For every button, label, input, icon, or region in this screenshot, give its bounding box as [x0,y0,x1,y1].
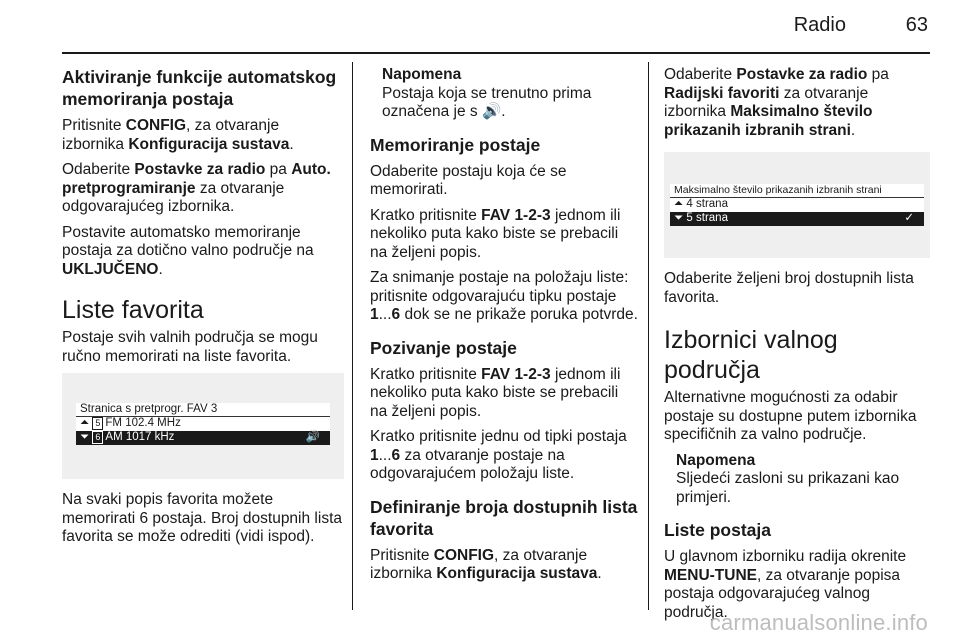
heading-auto-store: Aktiviranje funkcije automatskog memoriranja postaja [62,67,337,109]
check-icon: ✓ [904,212,914,224]
note-title: Napomena [382,66,462,83]
column-divider [648,62,649,610]
paragraph: Kratko pritisnite jednu od tipki postaja 1...6 za otvaranje postaje na odgovarajućem položaju liste. [370,428,627,482]
paragraph: Za snimanje postaje na položaju liste: pritisnite odgovarajuću tipku postaje 1...6 dok se ne prikaže poruka potvrde. [370,269,638,323]
note-title: Napomena [676,451,756,469]
column-2 [370,66,638,591]
paragraph: Postavite automatsko memoriranje postaja za dotično valno područje na UKLJUČENO. [62,223,314,278]
paragraph: Odaberite Postavke za radio pa Radijski favoriti za otvaranje izbornika Maksimalno število prikazanih izbranih strani. [664,66,889,139]
heading-station-lists: Liste postaja [664,520,771,540]
heading-store-station: Memoriranje postaje [370,134,541,155]
paragraph: Na svaki popis favorita možete memorirati 6 postaja. Broj dostupnih lista favorita se može odrediti (vidi ispod). [62,491,342,545]
section-title: Radio [793,14,846,36]
station-label: AM 1017 kHz [105,431,175,443]
option-label: 4 strana [686,198,728,210]
header-rule [62,52,930,54]
note-text: Postaja koja se trenutno prima označena je s [382,84,592,120]
radio-display [76,403,330,445]
preset-number: 6 [92,431,103,444]
paragraph: U glavnom izborniku radija okrenite MENU-TUNE, za otvaranje popisa postaja odgovarajućeg valnog područja. [664,548,907,621]
arrow-up-icon: ⏶ [80,417,90,429]
screen-illustration [62,373,344,479]
display-title: Stranica s pretprogr. FAV 3 [76,403,330,417]
speaker-icon: 🔊 [305,431,320,443]
paragraph: Kratko pritisnite FAV 1-2-3 jednom ili nekoliko puta kako biste se prebacili na željeni popis. [370,365,621,420]
paragraph: Odaberite Postavke za radio pa Auto. pretprogramiranje za otvaranje odgovarajućeg izbornika. [62,161,331,215]
column-divider [352,62,353,610]
paragraph: Odaberite postaju koja će se memorirati. [370,162,567,198]
page-header [62,14,930,54]
column-3 [664,66,930,629]
heading-define-lists: Definiranje broja dostupnih lista favorita [370,496,638,539]
option-label: 5 strana [686,212,728,224]
column-1 [62,66,344,554]
paragraph: Postaje svih valnih područja se mogu ručno memorirati na liste favorita. [62,329,318,365]
paragraph: Kratko pritisnite FAV 1-2-3 jednom ili nekoliko puta kako biste se prebacili na željeni popis. [370,206,621,261]
page-number: 63 [905,14,928,36]
screen-illustration [664,152,930,258]
arrow-down-icon: ⏷ [674,212,684,224]
arrow-up-icon: ⏶ [674,198,684,210]
note-text: Sljedeći zasloni su prikazani kao primjeri. [676,470,900,506]
paragraph: Alternativne mogućnosti za odabir postaje su dostupne putem izbornika specifičnih za valno područje. [664,389,917,443]
arrow-down-icon: ⏷ [80,431,90,443]
display-row [76,417,330,431]
display-row [670,198,924,212]
watermark: carmanualsonline.info [709,610,928,635]
speaker-icon: 🔊 [481,103,502,120]
display-title: Maksimalno število prikazanih izbranih strani [670,184,924,198]
heading-favourites: Liste favorita [62,296,204,324]
paragraph: Pritisnite CONFIG, za otvaranje izbornika Konfiguracija sustava. [370,546,602,582]
paragraph: Odaberite željeni broj dostupnih lista favorita. [664,270,914,306]
paragraph: Pritisnite CONFIG, za otvaranje izbornika Konfiguracija sustava. [62,117,294,153]
radio-display [670,184,924,226]
note [664,452,930,508]
note: Napomena Postaja koja se trenutno prima označena je s 🔊. [370,66,638,122]
station-label: FM 102.4 MHz [105,417,181,429]
heading-band-menus: Izbornici valnog područja [664,326,838,384]
display-row-selected [76,431,330,445]
preset-number: 5 [92,417,103,430]
display-row-selected [670,212,924,226]
heading-recall-station: Pozivanje postaje [370,337,517,358]
